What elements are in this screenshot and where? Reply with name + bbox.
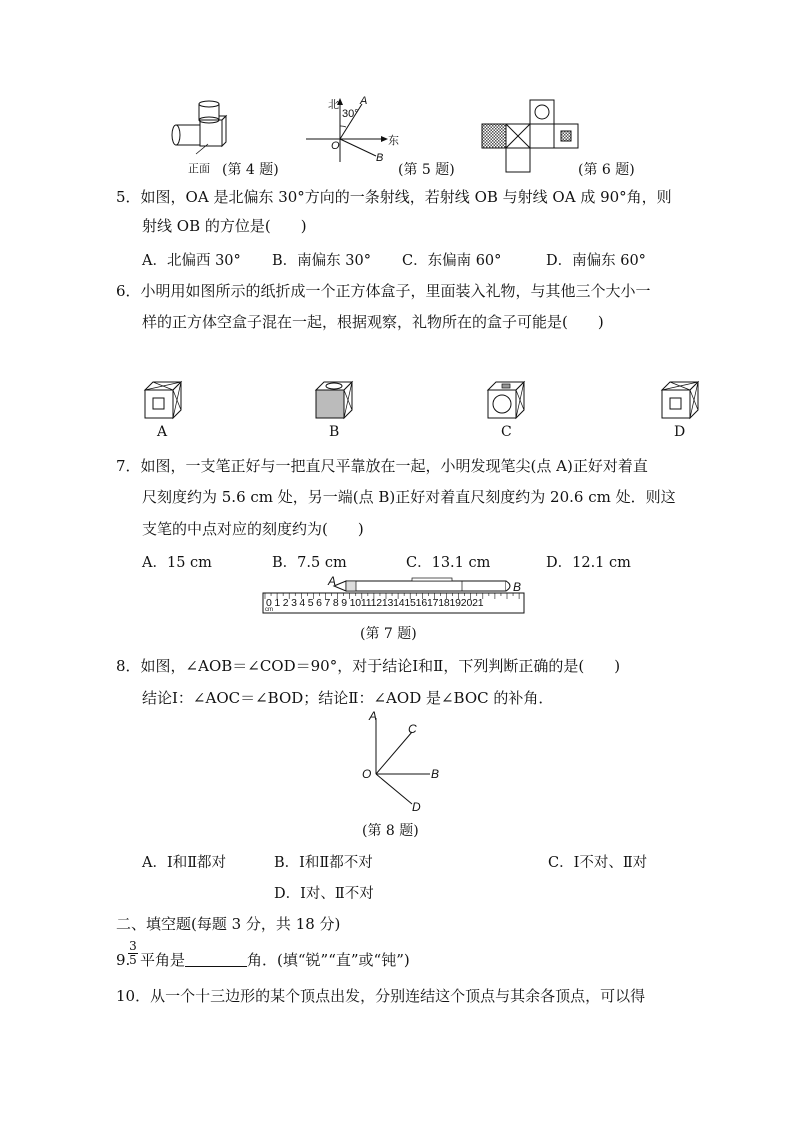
- point-D-fig8: D: [412, 800, 421, 814]
- q9-text-b: 角．(填“锐”“直”或“钝”): [247, 951, 410, 969]
- section-2-title: 二、填空题(每题 3 分，共 18 分): [116, 915, 341, 933]
- q8-option-d[interactable]: D．Ⅰ对、Ⅱ不对: [274, 886, 374, 902]
- q8-line1: 8．如图，∠AOB＝∠COD＝90°，对于结论Ⅰ和Ⅱ，下列判断正确的是( ): [116, 657, 621, 675]
- q7-line2: 尺刻度约为 5.6 cm 处，另一端(点 B)正好对着直尺刻度约为 20.6 cm 处．则这: [142, 488, 676, 506]
- point-A-fig5: A: [360, 95, 368, 107]
- q7-option-d[interactable]: D．12.1 cm: [546, 555, 631, 571]
- q8-option-c[interactable]: C．Ⅰ不对、Ⅱ对: [548, 855, 648, 871]
- q5-line2: 射线 OB 的方位是( ): [142, 217, 307, 235]
- q7-option-c[interactable]: C．13.1 cm: [406, 555, 491, 571]
- cube-d-label: D: [674, 424, 686, 440]
- cube-c-icon[interactable]: [486, 380, 526, 420]
- cube-a-icon[interactable]: [143, 380, 183, 420]
- cube-c-label: C: [501, 424, 512, 440]
- point-O-fig8: O: [362, 767, 372, 781]
- q5-option-c[interactable]: C．东偏南 60°: [402, 253, 502, 269]
- q5-option-d[interactable]: D．南偏东 60°: [546, 253, 646, 269]
- fig4-caption: (第 4 题): [222, 162, 279, 178]
- ruler-digits: 0 1 2 3 4 5 6 7 8 9 101112131415161718192021: [266, 597, 484, 609]
- cube-a-label: A: [157, 424, 168, 440]
- fig8-caption: (第 8 题): [362, 823, 419, 839]
- q5-line1: 5．如图，OA 是北偏东 30°方向的一条射线，若射线 OB 与射线 OA 成 90°角，则: [116, 188, 672, 206]
- ruler-unit: cm: [265, 607, 273, 613]
- cube-d-icon[interactable]: [660, 380, 700, 420]
- q9-fraction-numerator: 3: [129, 939, 137, 953]
- fig5-caption: (第 5 题): [398, 162, 455, 178]
- fig7-caption: (第 7 题): [360, 626, 417, 642]
- q5-option-a[interactable]: A．北偏西 30°: [142, 253, 241, 269]
- pen-point-b: B: [513, 580, 522, 594]
- q9-answer-blank[interactable]: [185, 952, 247, 967]
- q7-line1: 7．如图，一支笔正好与一把直尺平靠放在一起，小明发现笔尖(点 A)正好对着直: [116, 457, 648, 475]
- q7-option-a[interactable]: A．15 cm: [142, 555, 212, 571]
- point-O-fig5: O: [331, 140, 340, 152]
- pen-point-a: A: [328, 574, 337, 588]
- point-B-fig5: B: [376, 152, 384, 164]
- pen-ruler-figure: [262, 574, 530, 616]
- q8-option-a[interactable]: A．Ⅰ和Ⅱ都对: [142, 855, 227, 871]
- q8-line2: 结论Ⅰ：∠AOC＝∠BOD；结论Ⅱ：∠AOD 是∠BOC 的补角．: [142, 689, 554, 707]
- q9-text: [140, 950, 410, 970]
- point-B-fig8: B: [431, 767, 440, 781]
- q9-text-a: 平角是: [140, 951, 186, 969]
- north-label: 北: [328, 99, 339, 111]
- figure-6: [480, 98, 590, 178]
- cube-b-icon[interactable]: [314, 380, 354, 420]
- east-label: 东: [388, 135, 399, 147]
- q8-option-b[interactable]: B．Ⅰ和Ⅱ都不对: [274, 855, 373, 871]
- q7-option-b[interactable]: B．7.5 cm: [272, 555, 347, 571]
- q9-number: 9.: [116, 951, 131, 969]
- q5-option-b[interactable]: B．南偏东 30°: [272, 253, 371, 269]
- cube-b-label: B: [329, 424, 340, 440]
- q9-fraction-denominator: 5: [129, 953, 137, 967]
- q10-line1: 10．从一个十三边形的某个顶点出发，分别连结这个顶点与其余各顶点，可以得: [116, 987, 646, 1005]
- q7-line3: 支笔的中点对应的刻度约为( ): [142, 520, 364, 538]
- q9-fraction: [128, 940, 138, 967]
- point-C-fig8: C: [408, 722, 417, 736]
- fig6-caption: (第 6 题): [578, 162, 635, 178]
- q6-line2: 样的正方体空盒子混在一起，根据观察，礼物所在的盒子可能是( ): [142, 313, 604, 331]
- point-A-fig8: A: [369, 709, 378, 723]
- angle-label-fig5: 30°: [342, 108, 359, 120]
- q6-line1: 6．小明用如图所示的纸折成一个正方体盒子，里面装入礼物，与其他三个大小一: [116, 282, 651, 300]
- front-label: 正面: [188, 162, 210, 175]
